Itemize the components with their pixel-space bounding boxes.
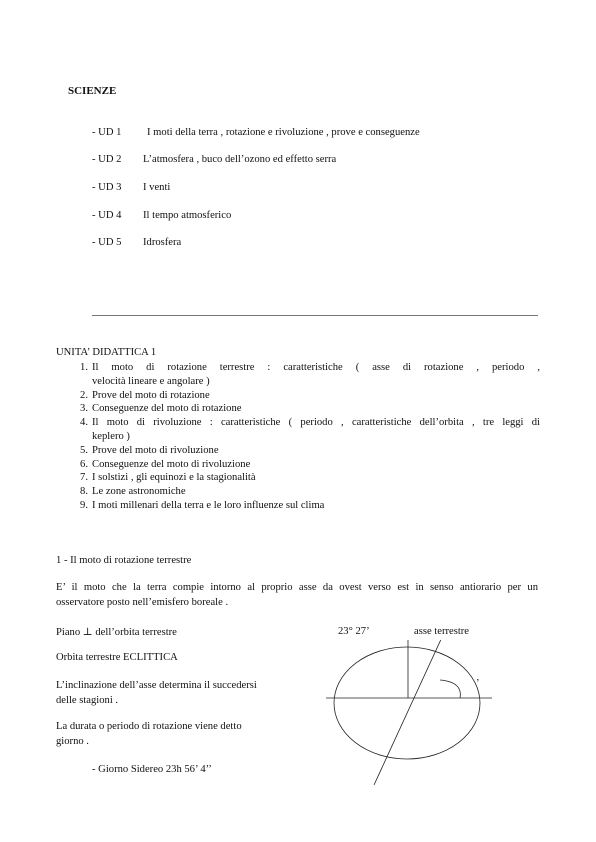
unit-code: - UD 4	[92, 210, 122, 221]
axis-label: asse terrestre	[414, 626, 469, 637]
unit-title: I venti	[143, 182, 171, 193]
topic-text-continued: velocità lineare e angolare )	[92, 375, 210, 387]
inclination-line: delle stagioni .	[56, 695, 119, 706]
unit-code: - UD 2	[92, 154, 122, 165]
unit-title: Idrosfera	[143, 237, 182, 248]
topic-number: 6.	[80, 458, 88, 470]
duration-line: La durata o periodo di rotazione viene detto	[56, 721, 242, 732]
topic-text: Conseguenze del moto di rotazione	[92, 403, 242, 415]
horizontal-divider	[92, 315, 538, 316]
tick-mark: ’	[476, 678, 480, 689]
page-title: SCIENZE	[68, 85, 117, 97]
unit-title: Il tempo atmosferico	[143, 210, 232, 221]
unit-heading: UNITA’ DIDATTICA 1	[56, 347, 157, 358]
intro-line: osservatore posto nell’emisfero boreale .	[56, 597, 229, 608]
angle-label: 23° 27’	[338, 626, 370, 637]
orbit-text: Orbita terrestre ECLITTICA	[56, 652, 178, 663]
unit-list-item	[92, 154, 336, 165]
topic-item	[70, 471, 540, 485]
inclination-paragraph	[56, 678, 257, 708]
topic-number: 7.	[80, 472, 88, 484]
intro-paragraph	[56, 580, 538, 610]
topic-item	[70, 361, 540, 389]
earth-circle	[334, 647, 480, 759]
topic-number: 8.	[80, 486, 88, 498]
plane-text: Piano ⊥ dell’orbita terrestre	[56, 627, 177, 638]
topic-item	[70, 402, 540, 416]
unit-title: L’atmosfera , buco dell’ozono ed effetto serra	[143, 154, 337, 165]
topic-number: 3.	[80, 403, 88, 415]
intro-line: E’ il moto che la terra compie intorno al proprio asse da ovest verso est in senso antiorario per un	[56, 582, 538, 593]
topic-text-continued: keplero )	[92, 430, 130, 442]
unit-list-item	[92, 127, 420, 138]
topic-text: I moti millenari della terra e le loro influenze sul clima	[92, 499, 325, 511]
topic-number: 1.	[80, 362, 88, 373]
earth-axis-line	[374, 640, 443, 785]
topic-number: 4.	[80, 417, 88, 429]
topic-number: 2.	[80, 389, 88, 401]
unit-code: - UD 1	[92, 127, 122, 138]
topic-item	[70, 444, 540, 458]
sidereal-day-text: - Giorno Sidereo 23h 56’ 4’’	[92, 764, 212, 775]
unit-code: - UD 3	[92, 182, 122, 193]
unit-title: I moti della terra , rotazione e rivoluzione , prove e conseguenze	[147, 127, 420, 138]
topic-item	[70, 416, 540, 444]
topic-list	[70, 361, 540, 513]
topic-text: Il moto di rivoluzione : caratteristiche ( periodo , caratteristiche dell’orbita , tre leggi di	[92, 417, 540, 429]
topic-item	[70, 485, 540, 499]
topic-text: I solstizi , gli equinozi e la stagionalità	[92, 472, 256, 484]
inclination-line: L’inclinazione dell’asse determina il succedersi	[56, 680, 257, 691]
topic-text: Le zone astronomiche	[92, 486, 186, 498]
earth-axis-diagram	[320, 640, 500, 790]
topic-text: Prove del moto di rotazione	[92, 389, 210, 401]
unit-code: - UD 5	[92, 237, 122, 248]
topic-text: Prove del moto di rivoluzione	[92, 444, 219, 456]
unit-list-item	[92, 237, 181, 248]
topic-item	[70, 499, 540, 513]
unit-list-item	[92, 210, 231, 221]
angle-arc	[440, 680, 460, 698]
topic-text: Il moto di rotazione terrestre : caratteristiche ( asse di rotazione , periodo ,	[92, 362, 540, 373]
topic-item	[70, 389, 540, 403]
topic-item	[70, 458, 540, 472]
topic-text: Conseguenze del moto di rivoluzione	[92, 458, 251, 470]
duration-paragraph	[56, 719, 242, 749]
unit-list-item	[92, 182, 170, 193]
topic-number: 9.	[80, 499, 88, 511]
section-heading: 1 - Il moto di rotazione terrestre	[56, 555, 192, 566]
duration-line: giorno .	[56, 736, 89, 747]
topic-number: 5.	[80, 444, 88, 456]
